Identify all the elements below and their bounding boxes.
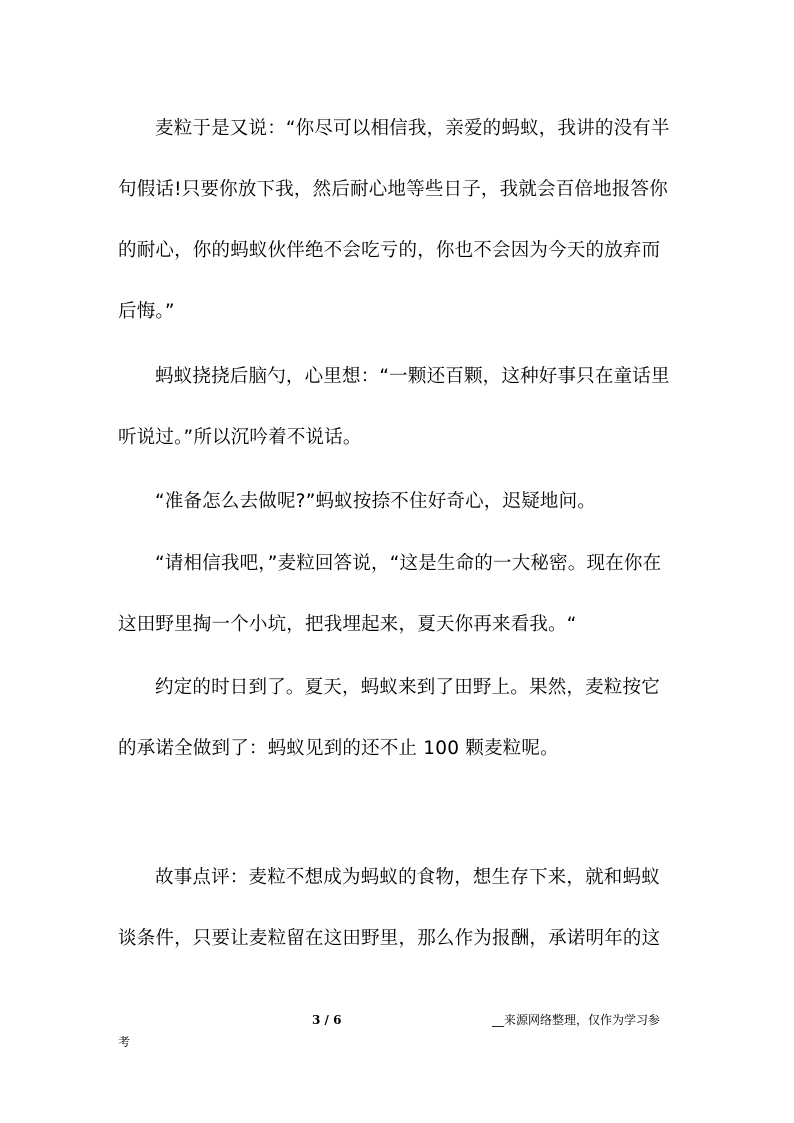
paragraph-2: 蚂蚁挠挠后脑勺，心里想：“一颗还百颗，这种好事只在童话里听说过。”所以沉吟着不说话。	[118, 366, 670, 448]
footer-note-continuation: 考	[118, 1035, 131, 1049]
paragraph-3: “准备怎么去做呢?”蚂蚁按捺不住好奇心，迟疑地问。	[155, 491, 596, 512]
page-number: 3 / 6	[312, 1013, 342, 1027]
paragraph-4: “请相信我吧，”麦粒回答说，“这是生命的一大秘密。现在你在这田野里掏一个小坑，把我埋起来，夏天你再来看我。“	[118, 553, 662, 635]
paragraph-1: 麦粒于是又说：“你尽可以相信我，亲爱的蚂蚁，我讲的没有半句假话!只要你放下我，然后耐心地等些日子，我就会百倍地报答你的耐心，你的蚂蚁伙伴绝不会吃亏的，你也不会因为今天的放弃而后悔。”	[118, 118, 670, 322]
footer-note: __来源网络整理，仅作为学习参	[492, 1013, 661, 1027]
paragraph-5: 约定的时日到了。夏天，蚂蚁来到了田野上。果然，麦粒按它的承诺全做到了：蚂蚁见到的还不止 100 颗麦粒呢。	[118, 677, 660, 759]
paragraph-6: 故事点评：麦粒不想成为蚂蚁的食物，想生存下来，就和蚂蚁谈条件，只要让麦粒留在这田野里，那么作为报酬，承诺明年的这	[118, 867, 661, 949]
